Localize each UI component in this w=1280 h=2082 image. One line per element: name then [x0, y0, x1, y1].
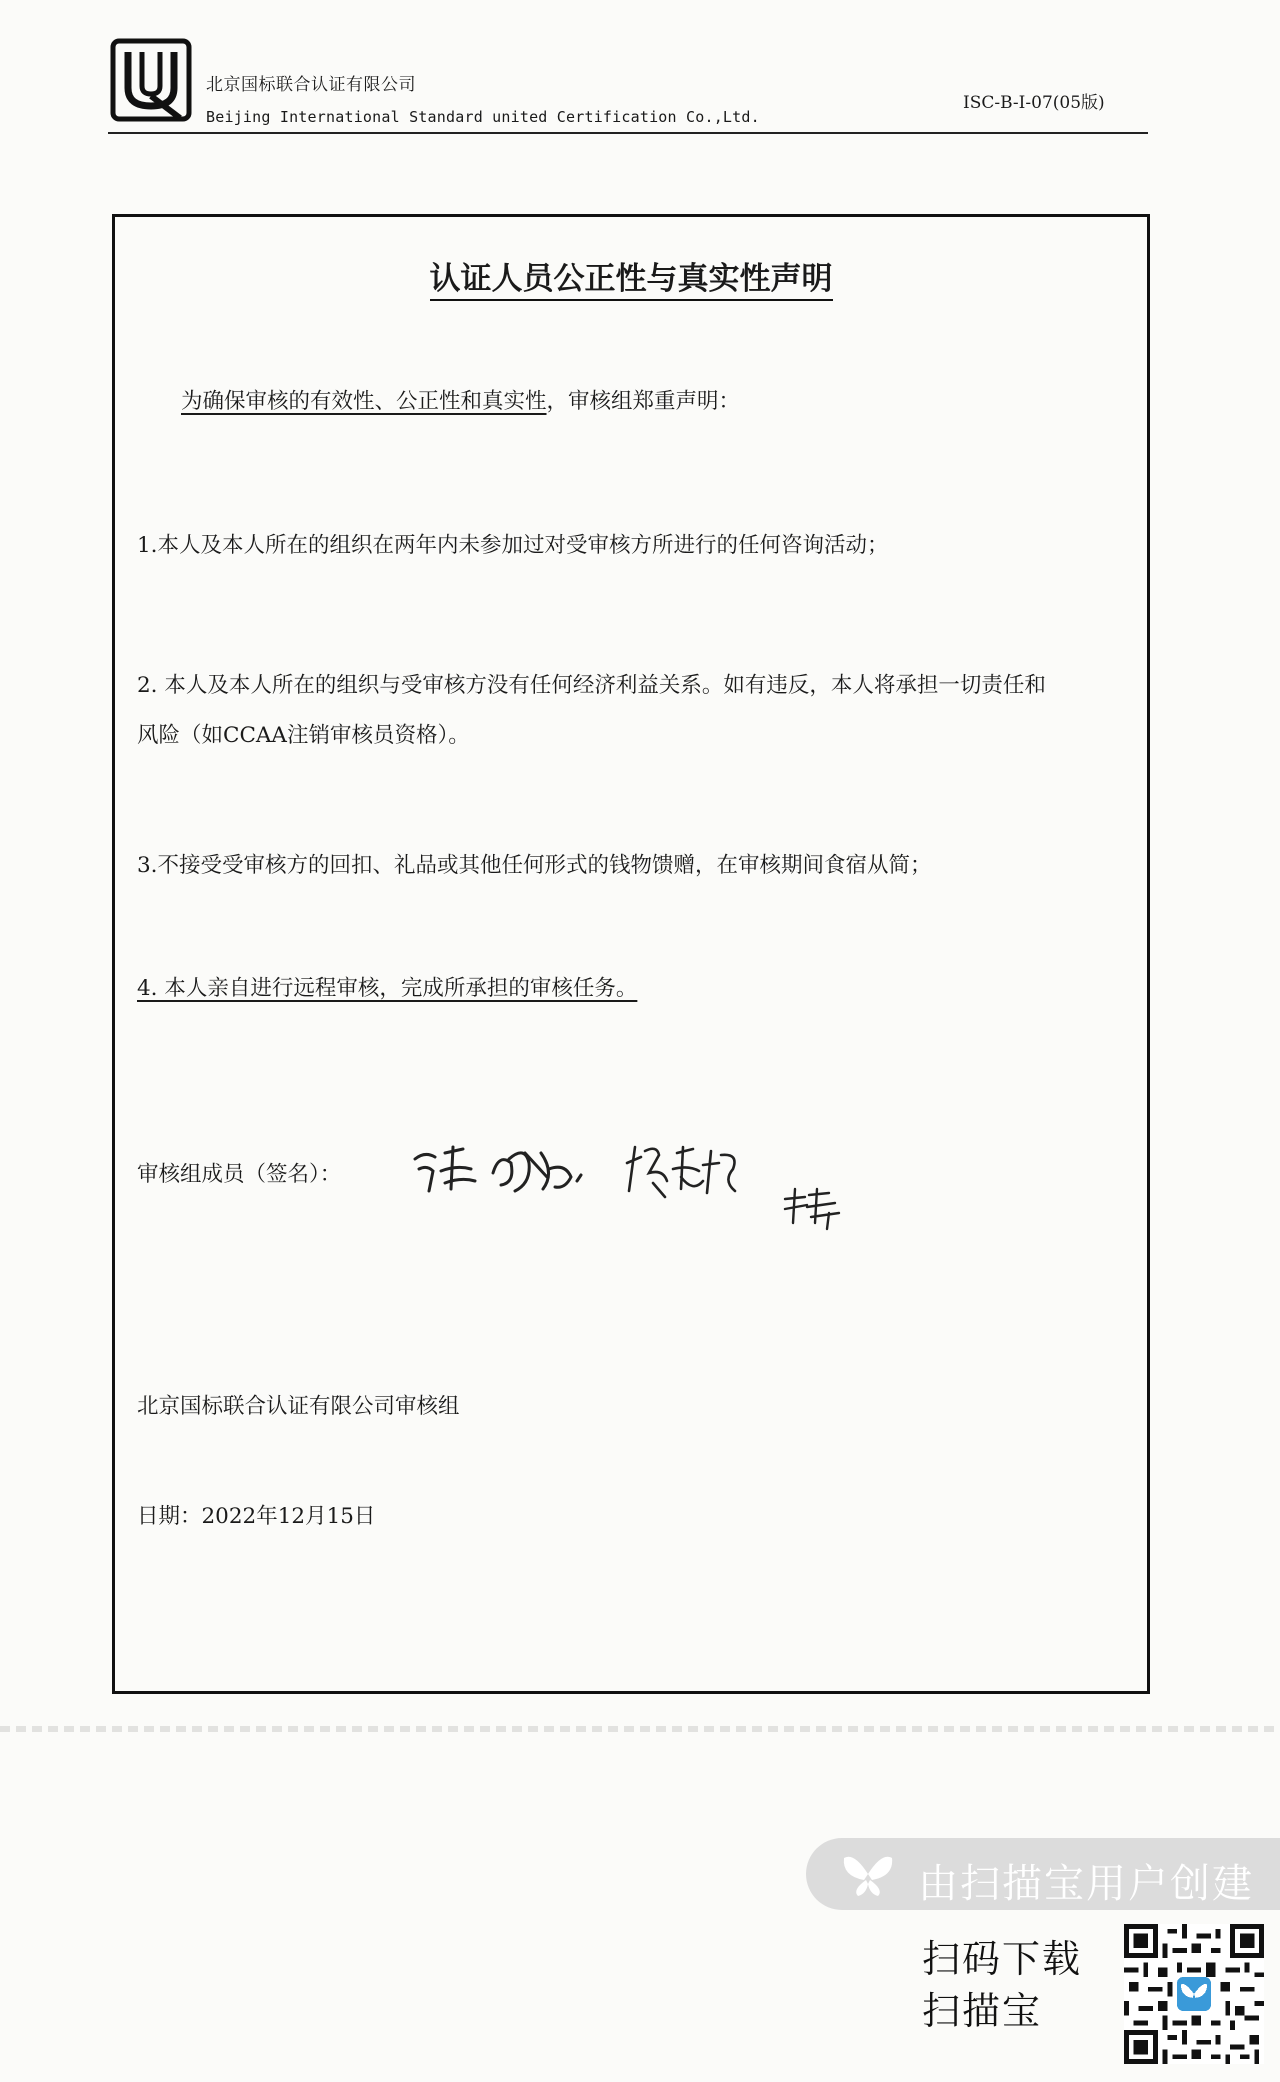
watermark-text: 由扫描宝用户创建	[918, 1861, 1254, 1907]
company-name-cn: 北京国标联合认证有限公司	[206, 75, 416, 95]
declaration-item-3: 3.不接受受审核方的回扣、礼品或其他任何形式的钱物馈赠，在审核期间食宿从简；	[137, 853, 932, 878]
declaration-item-4: 4. 本人亲自进行远程审核，完成所承担的审核任务。	[137, 976, 638, 1001]
scanner-watermark-badge	[806, 1838, 1280, 1910]
document-header	[108, 36, 1148, 136]
item-2-line-1: 2. 本人及本人所在的组织与受审核方没有任何经济利益关系。如有违反，本人将承担一切责任和	[137, 673, 1046, 698]
intro-underlined: 为确保审核的有效性、公正性和真实性	[181, 389, 547, 414]
item-2-line-2: 风险（如CCAA注销审核员资格）。	[137, 723, 470, 748]
declaration-date: 日期：2022年12月15日	[137, 1504, 376, 1529]
document-code: ISC-B-I-07(05版)	[963, 93, 1105, 113]
declaration-frame	[112, 214, 1150, 1694]
header-rule	[108, 132, 1148, 134]
audit-team-org: 北京国标联合认证有限公司审核组	[137, 1394, 460, 1419]
declaration-item-2	[137, 661, 1135, 761]
download-prompt-line-1: 扫码下载	[922, 1937, 1083, 1981]
signature-3	[623, 1133, 753, 1203]
scan-edge	[0, 1726, 1280, 1732]
download-prompt-line-2: 扫描宝	[922, 1989, 1043, 2033]
company-logo-icon	[110, 38, 192, 122]
company-name-en: Beijing International Standard united Certification Co.,Ltd.	[206, 108, 760, 126]
signature-2	[485, 1133, 605, 1203]
qr-code-icon[interactable]	[1124, 1924, 1264, 2064]
members-signature-label: 审核组成员（签名）：	[137, 1162, 342, 1187]
declaration-intro	[181, 377, 1135, 427]
declaration-title: 认证人员公正性与真实性声明	[115, 253, 1147, 298]
butterfly-icon	[842, 1850, 894, 1898]
intro-rest: ，审核组郑重声明：	[546, 389, 741, 414]
declaration-item-1: 1.本人及本人所在的组织在两年内未参加过对受审核方所进行的任何咨询活动；	[137, 533, 889, 558]
signature-4	[779, 1183, 849, 1233]
